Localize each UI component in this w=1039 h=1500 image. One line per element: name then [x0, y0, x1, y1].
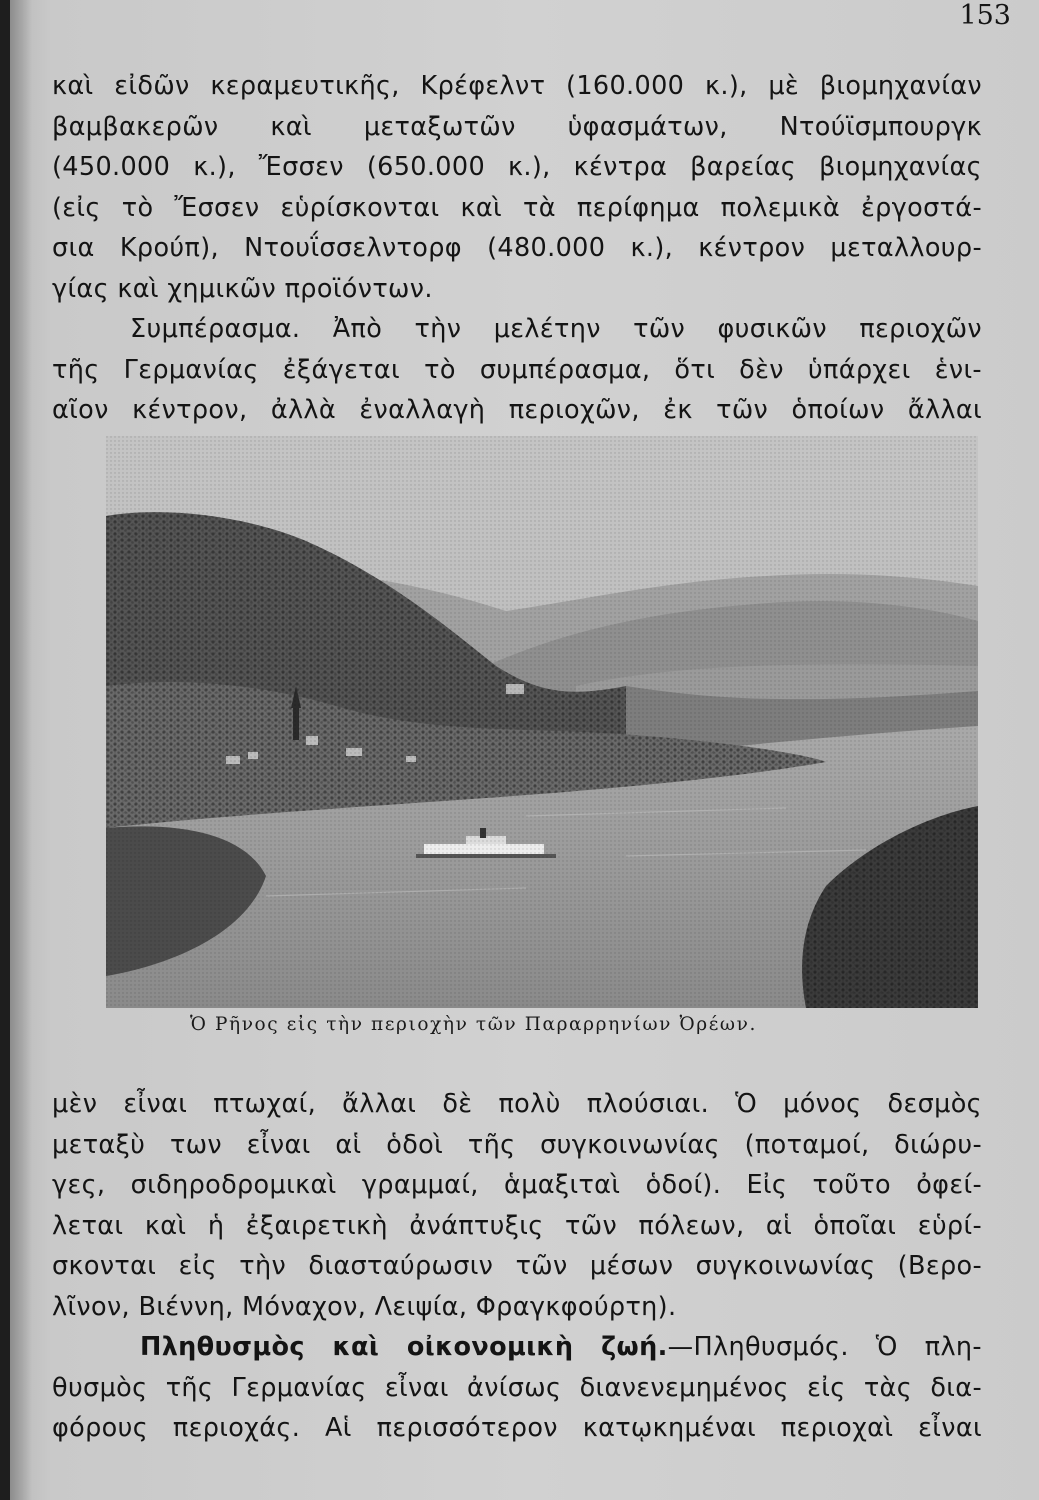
- text-line: μὲν εἶναι πτωχαί, ἄλλαι δὲ πολὺ πλούσιαι. Ὁ μόνος δεσμὸς: [52, 1089, 982, 1119]
- text-line: αῖον κέντρον, ἀλλὰ ἐναλλαγὴ περιοχῶν, ἐκ τῶν ὁποίων ἄλλαι: [52, 395, 982, 425]
- text-line: μεταξὺ των εἶναι αἱ ὁδοὶ τῆς συγκοινωνίας (ποταμοί, διώρυ-: [52, 1129, 982, 1160]
- rhine-photograph: [106, 436, 978, 1008]
- text-line: βαμβακερῶν καὶ μεταξωτῶν ὑφασμάτων, Ντούϊσμπουργκ: [52, 111, 982, 142]
- text-line: φόρους περιοχάς. Αἱ περισσότερον κατῳκημέναι περιοχαὶ εἶναι: [52, 1413, 982, 1443]
- text-line: σια Κρούπ), Ντουΐσσελντορφ (480.000 κ.), κέντρον μεταλλουρ-: [52, 233, 982, 263]
- section-heading-continuation: —Πληθυσμός. Ὁ πλη-: [667, 1332, 982, 1362]
- page-number: 153: [959, 0, 1011, 31]
- text-line: (450.000 κ.), Ἔσσεν (650.000 κ.), κέντρα βαρείας βιομηχανίας: [52, 152, 982, 182]
- text-line: λῖνον, Βιέννη, Μόναχον, Λειψία, Φραγκφούρτη).: [52, 1291, 677, 1322]
- text-line: Συμπέρασμα. Ἀπὸ τὴν μελέτην τῶν φυσικῶν περιοχῶν: [130, 314, 982, 344]
- text-line: τῆς Γερμανίας ἐξάγεται τὸ συμπέρασμα, ὅτι δὲν ὑπάρχει ἑνι-: [52, 354, 982, 385]
- text-line: σκονται εἰς τὴν διασταύρωσιν τῶν μέσων συγκοινωνίας (Βερο-: [52, 1251, 982, 1281]
- section-first-line: [52, 1327, 982, 1368]
- text-line: (εἰς τὸ Ἔσσεν εὑρίσκονται καὶ τὰ περίφημα πολεμικὰ ἐργοστά-: [52, 192, 982, 223]
- text-line: γίας καὶ χημικῶν προϊόντων.: [52, 273, 433, 304]
- text-block-top: [52, 66, 982, 431]
- book-page: [10, 0, 1039, 1500]
- text-block-bottom: [52, 1084, 982, 1449]
- text-line: καὶ εἰδῶν κεραμευτικῆς, Κρέφελντ (160.000 κ.), μὲ βιομηχανίαν: [52, 71, 982, 101]
- text-line: γες, σιδηροδρομικαὶ γραμμαί, ἁμαξιταὶ ὁδοί). Εἰς τοῦτο ὀφεί-: [52, 1170, 982, 1200]
- binding-shadow: [10, 0, 32, 1500]
- section-heading: Πληθυσμὸς καὶ οἰκονομικὴ ζωή.: [140, 1332, 668, 1362]
- text-line: θυσμὸς τῆς Γερμανίας εἶναι ἀνίσως διανενεμημένος εἰς τὰς δια-: [52, 1372, 982, 1403]
- figure-caption: Ὁ Ρῆνος εἰς τὴν περιοχὴν τῶν Παραρρηνίων Ὀρέων.: [190, 1014, 757, 1035]
- text-line: λεται καὶ ἡ ἐξαιρετικὴ ἀνάπτυξις τῶν πόλεων, αἱ ὁποῖαι εὑρί-: [52, 1210, 982, 1241]
